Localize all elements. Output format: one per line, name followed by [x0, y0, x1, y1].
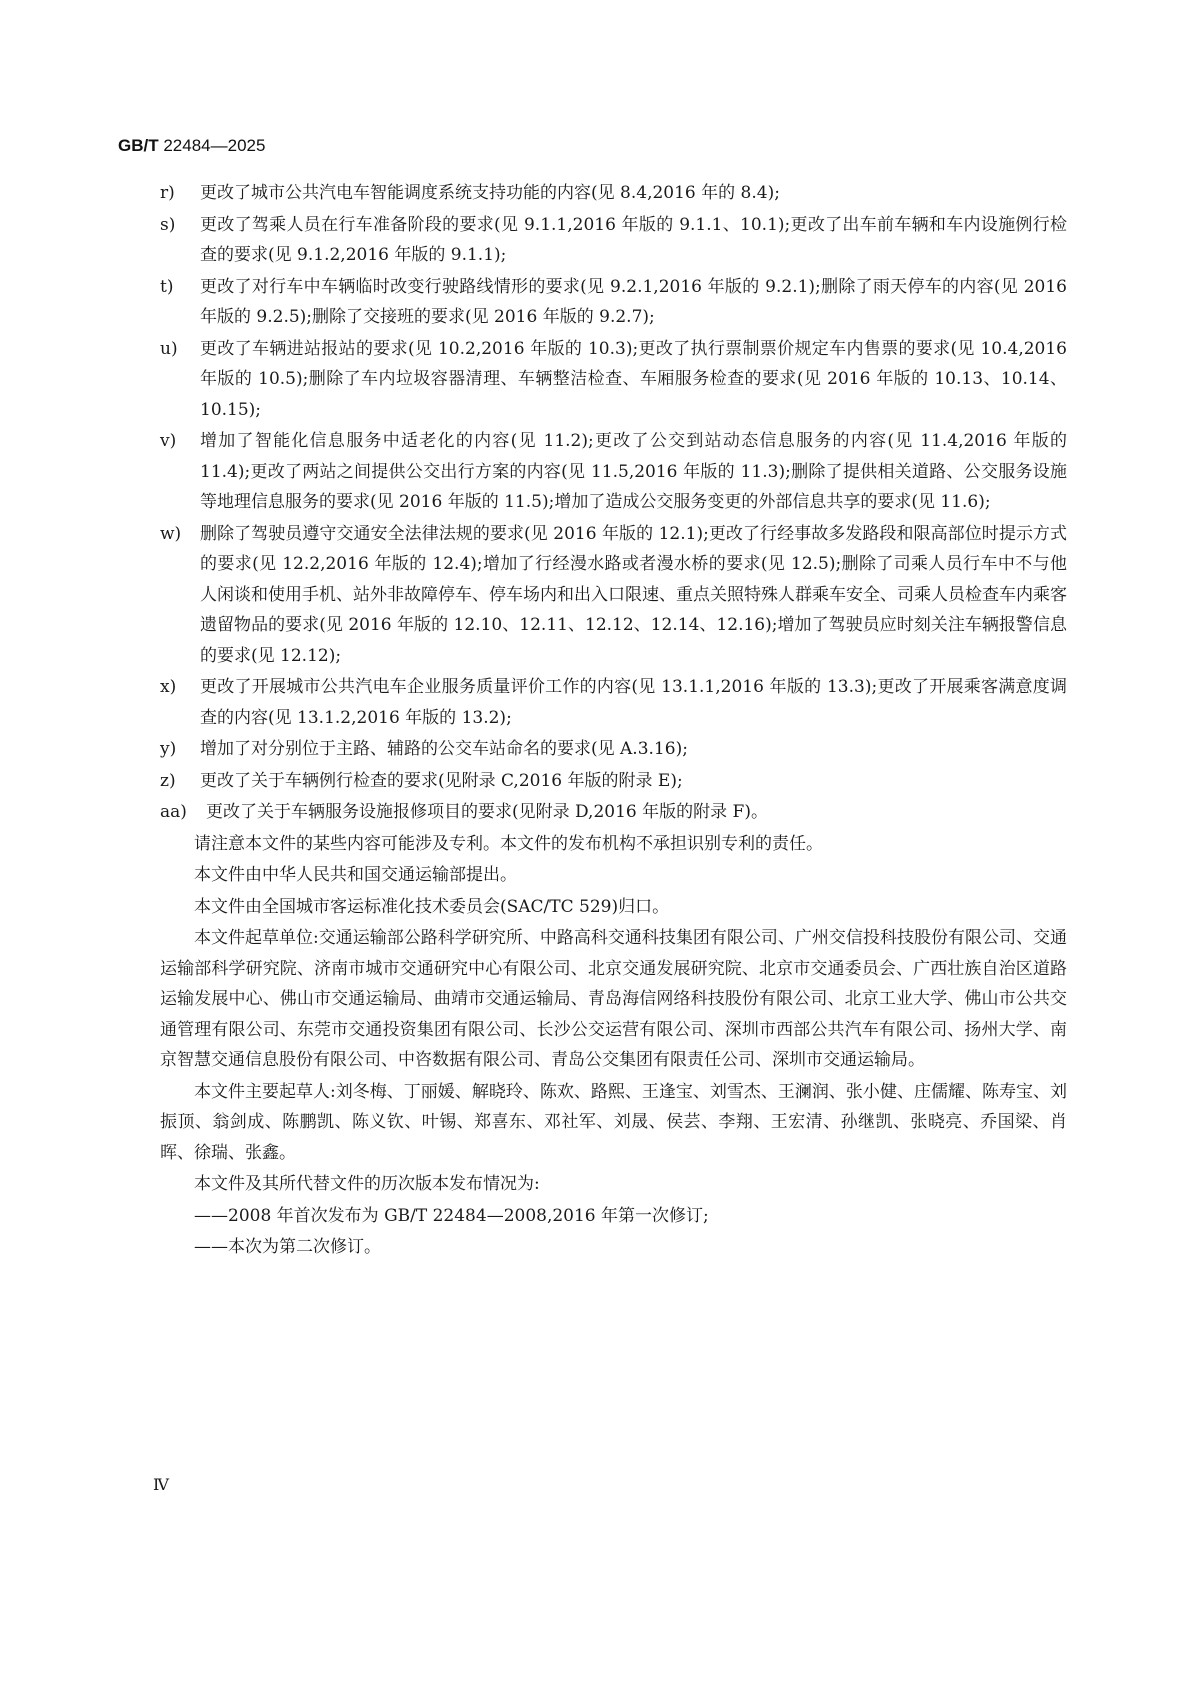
history-item — [160, 1201, 1067, 1232]
list-marker: u) — [160, 338, 178, 359]
list-marker: v) — [160, 431, 177, 451]
standard-header — [118, 136, 265, 156]
list-marker: r) — [160, 183, 175, 203]
list-marker: w) — [160, 523, 182, 544]
list-item — [160, 426, 1067, 518]
list-item — [160, 766, 1067, 797]
list-item — [160, 210, 1067, 271]
list-item — [160, 178, 1067, 209]
history-intro: 本文件及其所代替文件的历次版本发布情况为: — [194, 1174, 540, 1194]
list-item — [160, 272, 1067, 333]
list-item — [160, 519, 1067, 672]
list-item-text: 更改了城市公共汽电车智能调度系统支持功能的内容(见 8.4,2016 年的 8.4); — [200, 183, 780, 203]
list-marker: t) — [160, 276, 174, 297]
list-item — [160, 334, 1067, 426]
document-body — [160, 178, 1067, 1264]
list-item-text: 更改了车辆进站报站的要求(见 10.2,2016 年版的 10.3);更改了执行票制票价规定车内售票的要求(见 10.4,2016 年版的 10.5);删除了车内垃圾容器清理、车辆整洁检查、车厢服务检查的要求(见 2016 年版的 10.13、10.14、10.15); — [200, 338, 1067, 420]
list-item-text: 更改了对行车中车辆临时改变行驶路线情形的要求(见 9.2.1,2016 年版的 9.2.1);删除了雨天停车的内容(见 2016 年版的 9.2.5);删除了交接班的要求(见 2016 年版的 9.2.7); — [200, 276, 1067, 327]
list-item-text: 增加了智能化信息服务中适老化的内容(见 11.2);更改了公交到站动态信息服务的内容(见 11.4,2016 年版的 11.4);更改了两站之间提供公交出行方案的内容(见 11.5,2016 年版的 11.3);删除了提供相关道路、公交服务设施等地理信息服务的要求(见 2016 年版的 11.5);增加了造成公交服务变更的外部信息共享的要求(见 11.6); — [200, 431, 1067, 512]
history-item-text: 本次为第二次修订。 — [228, 1237, 381, 1257]
list-marker: s) — [160, 214, 176, 235]
list-item-text: 更改了关于车辆例行检查的要求(见附录 C,2016 年版的附录 E); — [200, 770, 683, 791]
proposer-statement: 本文件由中华人民共和国交通运输部提出。 — [194, 865, 517, 885]
list-item — [160, 734, 1067, 765]
list-marker: aa) — [160, 802, 187, 822]
drafting-units: 本文件起草单位:交通运输部公路科学研究所、中路高科交通科技集团有限公司、广州交信投科技股份有限公司、交通运输部科学研究院、济南市城市交通研究中心有限公司、北京交通发展研究院、北京市交通委员会、广西壮族自治区道路运输发展中心、佛山市交通运输局、曲靖市交通运输局、青岛海信网络科技股份有限公司、北京工业大学、佛山市公共交通管理有限公司、东莞市交通投资集团有限公司、长沙公交运营有限公司、深圳市西部公共汽车有限公司、扬州大学、南京智慧交通信息股份有限公司、中咨数据有限公司、青岛公交集团有限责任公司、深圳市交通运输局。 — [160, 928, 1067, 1070]
history-item — [160, 1232, 1067, 1263]
main-drafters: 本文件主要起草人:刘冬梅、丁丽媛、解晓玲、陈欢、路熙、王逢宝、刘雪杰、王澜润、张小健、庄儒耀、陈寿宝、刘振顶、翁剑成、陈鹏凯、陈义钦、叶锡、郑喜东、邓社军、刘晟、侯芸、李翔、王宏清、孙继凯、张晓亮、乔国梁、肖晖、徐瑞、张鑫。 — [160, 1081, 1067, 1163]
list-item-text: 更改了开展城市公共汽电车企业服务质量评价工作的内容(见 13.1.1,2016 年版的 13.3);更改了开展乘客满意度调查的内容(见 13.1.2,2016 年版的 13.2); — [200, 677, 1067, 728]
committee-statement: 本文件由全国城市客运标准化技术委员会(SAC/TC 529)归口。 — [194, 896, 670, 917]
list-item-text: 更改了关于车辆服务设施报修项目的要求(见附录 D,2016 年版的附录 F)。 — [206, 802, 768, 822]
list-item — [160, 672, 1067, 733]
list-item-text: 增加了对分别位于主路、辅路的公交车站命名的要求(见 A.3.16); — [200, 739, 688, 759]
dash-marker: —— — [194, 1237, 228, 1257]
list-item-text: 更改了驾乘人员在行车准备阶段的要求(见 9.1.1,2016 年版的 9.1.1、10.1);更改了出车前车辆和车内设施例行检查的要求(见 9.1.2,2016 年版的 9.1.1); — [200, 214, 1067, 265]
list-marker: y) — [160, 739, 177, 759]
list-marker: z) — [160, 770, 176, 791]
history-item-text: 2008 年首次发布为 GB/T 22484—2008,2016 年第一次修订; — [228, 1205, 709, 1226]
page-number: Ⅳ — [153, 1475, 169, 1494]
dash-marker: —— — [194, 1205, 228, 1226]
list-item-text: 删除了驾驶员遵守交通安全法律法规的要求(见 2016 年版的 12.1);更改了行经事故多发路段和限高部位时提示方式的要求(见 12.2,2016 年版的 12.4);增加了行经漫水路或者漫水桥的要求(见 12.5);删除了司乘人员行车中不与他人闲谈和使用手机、站外非故障停车、停车场内和出入口限速、重点关照特殊人群乘车安全、司乘人员检查车内乘客遗留物品的要求(见 2016 年版的 12.10、12.11、12.12、12.14、12.16);增加了驾驶员应时刻关注车辆报警信息的要求(见 12.12); — [200, 523, 1067, 666]
list-item — [160, 797, 1067, 828]
patent-notice: 请注意本文件的某些内容可能涉及专利。本文件的发布机构不承担识别专利的责任。 — [194, 833, 823, 854]
standard-code: GB/T — [118, 136, 159, 155]
list-marker: x) — [160, 677, 177, 697]
standard-number: 22484—2025 — [163, 136, 266, 155]
